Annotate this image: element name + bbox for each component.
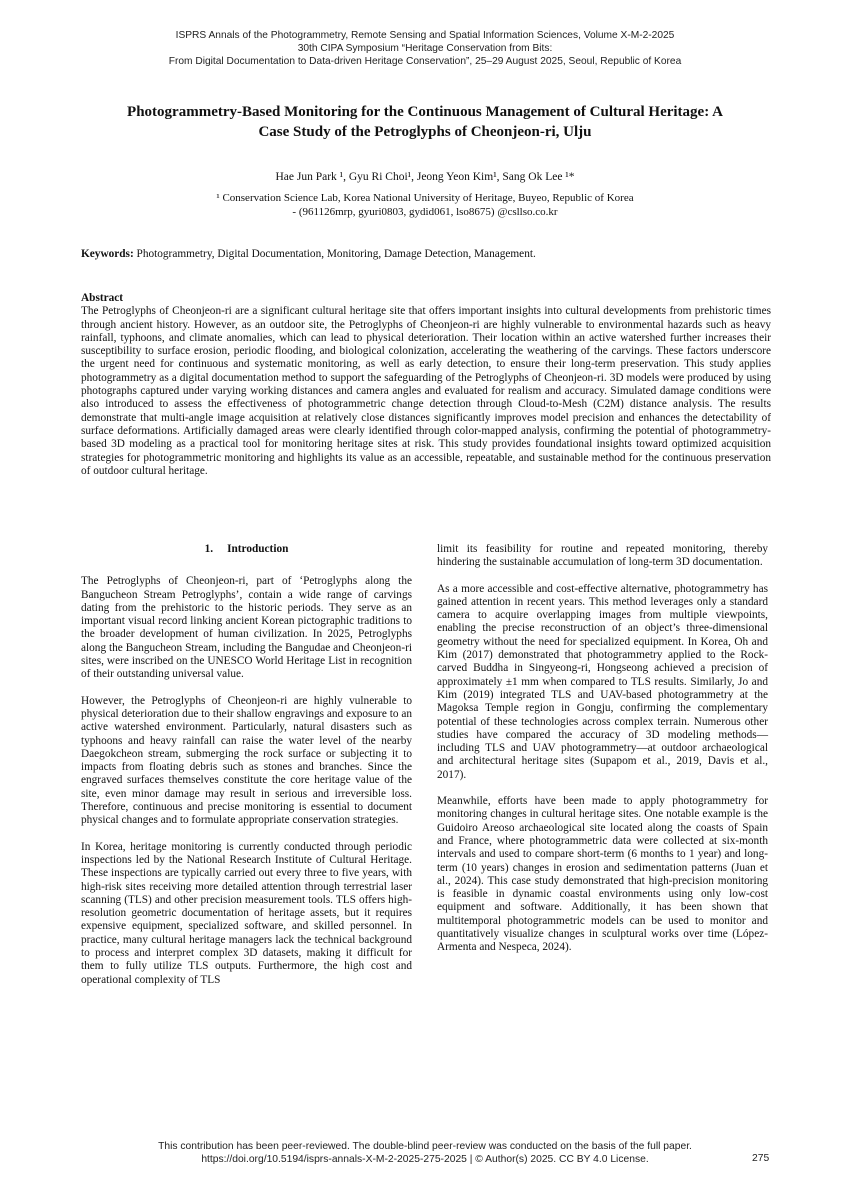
paragraph: In Korea, heritage monitoring is currently conducted through periodic inspections led by the National Research Institute of Cultural Heritage. These inspections are typically carried out every three to five years, with high-risk sites receiving more detailed attention through terrestrial laser scanning (TLS) and other precision measurement tools. TLS offers high-resolution geometric documentation of heritage assets, but it requires expensive equipment, specialized software, and skilled personnel. In practice, many cultural heritage managers lack the technical background to process and interpret complex 3D datasets, making it difficult for them to fully utilize TLS outputs. Furthermore, the high cost and operational complexity of TLS [81,840,412,986]
abstract-text: The Petroglyphs of Cheonjeon-ri are a significant cultural heritage site that offers important insights into cultural developments from prehistoric times through ancient history. However, as an outdoor site, the Petroglyphs of Cheonjeon-ri are highly vulnerable to environmental hazards such as heavy rainfall, typhoons, and climate anomalies, which can lead to physical deterioration. Their location within an active watershed further increases their susceptibility to surface erosion, periodic flooding, and biological colonization, accelerating the weathering of the carvings. These factors underscore the urgent need for continuous and systematic monitoring, as well as early detection, to ensure their long-term preservation. This study applies photogrammetry as a digital documentation method to support the safeguarding of the Petroglyphs of Cheonjeon-ri. 3D models were produced by using photographs captured under varying working distances and camera angles and evaluated for realism and accuracy. Simulated damage conditions were also introduced to assess the effectiveness of photogrammetric change detection through Cloud-to-Mesh (C2M) distance analysis. The results demonstrate that multi-angle image acquisition at relatively close distances significantly improves model precision and enhances the detectability of surface deformations. Artificially damaged areas were clearly identified through color-mapped analysis, confirming the potential of photogrammetry-based 3D modeling as a practical tool for monitoring heritage sites at risk. This study provides foundational insights toward optimized acquisition strategies for photogrammetric monitoring and highlights its value as an accessible, repeatable, and sustainable method for the continuous preservation of outdoor cultural heritage. [81,305,771,477]
left-column [81,543,412,1000]
abstract-heading: Abstract [81,292,124,304]
affiliation [60,191,790,219]
affiliation-emails: - (961126mrp, gyuri0803, gydid061, lso8675) @csllso.co.kr [292,206,558,218]
abstract [81,292,771,478]
paper-title [70,102,780,142]
keywords-text: Photogrammetry, Digital Documentation, Monitoring, Damage Detection, Management. [133,248,536,260]
header-line-2: 30th CIPA Symposium “Heritage Conservation from Bits: [297,43,553,54]
keywords-label: Keywords: [81,248,134,260]
footer-doi-license: https://doi.org/10.5194/isprs-annals-X-M-2-2025-275-2025 | © Author(s) 2025. CC BY 4.0 License. [201,1154,649,1165]
footer-peer-review-note: This contribution has been peer-reviewed. The double-blind peer-review was conducted on the basis of the full paper. [158,1141,692,1152]
paragraph: As a more accessible and cost-effective alternative, photogrammetry has gained attention in recent years. This method leverages only a standard camera to acquire overlapping images from multiple viewpoints, enabling the precise reconstruction of an object’s three-dimensional geometry without the need for specialized equipment. In Korea, Oh and Kim (2017) demonstrated that photogrammetry applied to the Rock-carved Buddha in Singyeong-ri, Hongseong achieved a precision of approximately ±1 mm when compared to TLS results. Similarly, Jo and Kim (2019) integrated TLS and UAV-based photogrammetry at the Magoksa Temple region in Gongju, confirming the complementary potential of these technologies across complex terrain. Numerous other studies have compared the accuracy of 3D modeling methods—including TLS and UAV photogrammetry—at outdoor archaeological and architectural heritage sites (Supapom et al., 2019, Davis et al., 2017). [437,582,768,781]
paragraph: The Petroglyphs of Cheonjeon-ri, part of ‘Petroglyphs along the Bangucheon Stream Petroglyphs’, contain a wide range of carvings dating from the prehistoric to the historic periods. They serve as an important visual record linking ancient Korean pictographic traditions to the broader development of human civilization. In 2025, Petroglyphs along the Bangucheon Stream, including the Bangudae and Cheonjeon-ri sites, were inscribed on the UNESCO World Heritage List in recognition of their outstanding universal value. [81,575,412,681]
title-line-2: Case Study of the Petroglyphs of Cheonjeon-ri, Ulju [258,124,592,140]
journal-header [60,29,790,68]
author-list: Hae Jun Park ¹, Gyu Ri Choi¹, Jeong Yeon Kim¹, Sang Ok Lee ¹* [275,171,575,183]
section-title: Introduction [227,543,289,555]
section-heading-introduction [81,543,412,556]
page-number: 275 [752,1153,770,1164]
paragraph: However, the Petroglyphs of Cheonjeon-ri are highly vulnerable to physical deterioration due to their shallow engravings and exposure to an active watershed environment. Particularly, natural disasters such as typhoons and heavy rainfall can raise the water level of the nearby Daegokcheon stream, submerging the rock surface or subjecting it to impacts from floating debris such as stones and branches. Since the engraved surfaces themselves constitute the core heritage value of the site, even minor damage may result in serious and irreversible loss. Therefore, continuous and precise monitoring is essential to document physical changes and to formulate appropriate conservation strategies. [81,694,412,827]
header-line-3: From Digital Documentation to Data-driven Heritage Conservation”, 25–29 August 2025, Seoul, Republic of Korea [168,56,682,67]
header-line-1: ISPRS Annals of the Photogrammetry, Remote Sensing and Spatial Information Sciences, Volume X-M-2-2025 [175,30,675,41]
keywords [81,248,771,261]
page-footer [60,1140,790,1166]
affiliation-line-1: ¹ Conservation Science Lab, Korea National University of Heritage, Buyeo, Republic of Korea [216,192,634,204]
right-column [437,543,768,968]
paragraph: limit its feasibility for routine and repeated monitoring, thereby hindering the sustainable accumulation of long-term 3D documentation. [437,543,768,569]
paragraph: Meanwhile, efforts have been made to apply photogrammetry for monitoring changes in cultural heritage sites. One notable example is the Guidoiro Areoso archaeological site located along the coasts of Spain and France, where photogrammetric data were collected at six-month intervals and used to compare short-term (6 months to 1 year) and long-term (10 years) changes in erosion and sedimentation patterns (Juan et al., 2024). This case study demonstrated that high-precision monitoring is feasible in dynamic coastal environments using only low-cost equipment and software. Additionally, it has been shown that multitemporal photogrammetric models can be used to monitor and quantitatively visualize changes in sculptural works over time (López-Armenta and Nespeca, 2024). [437,795,768,954]
section-number: 1. [204,543,214,555]
title-line-1: Photogrammetry-Based Monitoring for the Continuous Management of Cultural Heritage: A [127,104,723,120]
